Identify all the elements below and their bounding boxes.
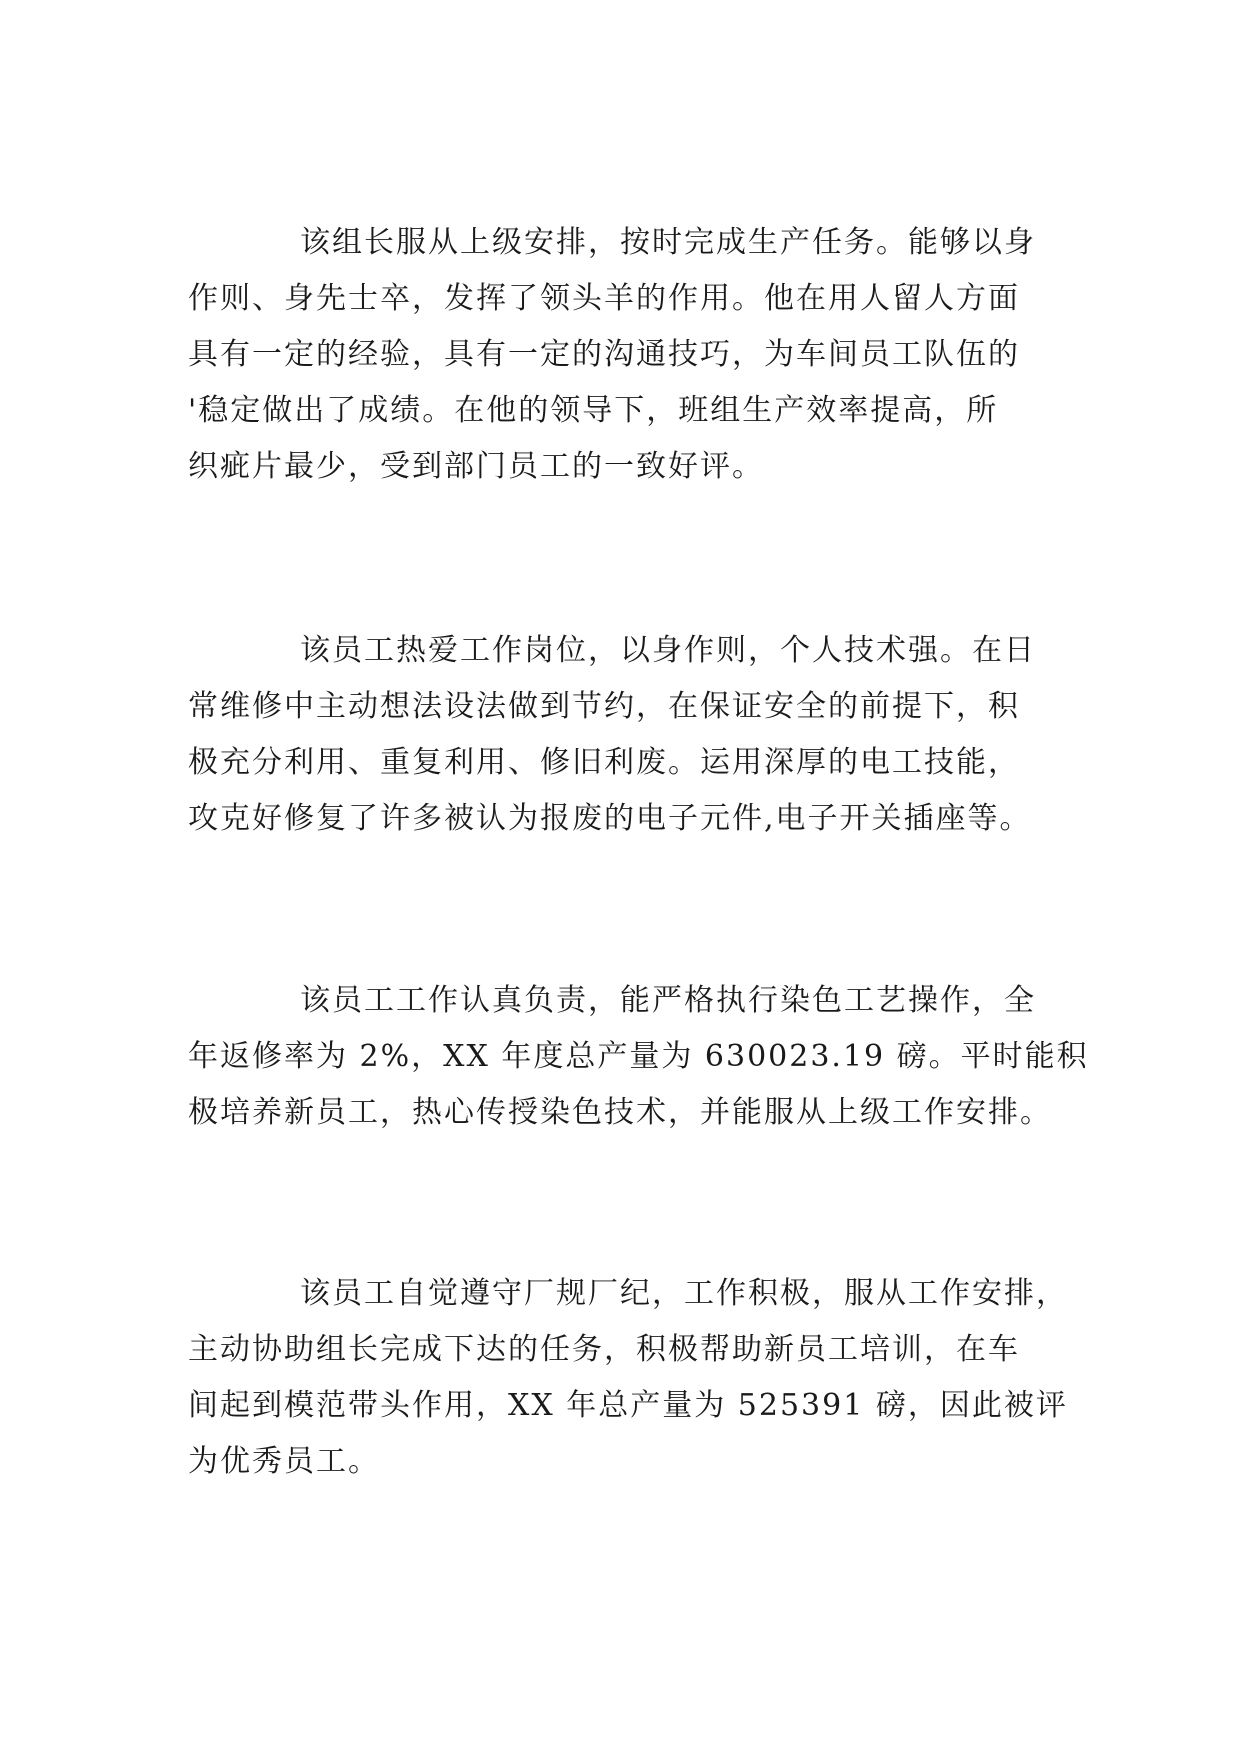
paragraph-line: 该员工热爱工作岗位，以身作则，个人技术强。在日 [300,633,1036,668]
paragraph-line: 该组长服从上级安排，按时完成生产任务。能够以身 [300,225,1036,260]
paragraph-excellent-employee [188,1266,1068,1490]
paragraph-line: 该员工工作认真负责，能严格执行染色工艺操作，全 [300,983,1036,1018]
paragraph-electrician [188,623,1060,847]
paragraph-line: 作则、身先士卒，发挥了领头羊的作用。他在用人留人方面 [188,281,1020,316]
paragraph-line: 年返修率为 2%，XX 年度总产量为 630023.19 磅。平时能积 [188,1039,1089,1074]
paragraph-line: 极充分利用、重复利用、修旧利废。运用深厚的电工技能， [188,745,1020,780]
paragraph-line: 织疵片最少，受到部门员工的一致好评。 [188,449,764,484]
paragraph-line: 主动协助组长完成下达的任务，积极帮助新员工培训，在车 [188,1332,1020,1367]
paragraph-line: 常维修中主动想法设法做到节约，在保证安全的前提下，积 [188,689,1020,724]
paragraph-line: 该员工自觉遵守厂规厂纪，工作积极，服从工作安排， [300,1276,1068,1311]
paragraph-line: '稳定做出了成绩。在他的领导下，班组生产效率提高，所 [188,393,999,428]
paragraph-line: 为优秀员工。 [188,1444,380,1479]
paragraph-line: 攻克好修复了许多被认为报废的电子元件,电子开关插座等。 [188,801,1032,836]
paragraph-line: 间起到模范带头作用，XX 年总产量为 525391 磅，因此被评 [188,1388,1068,1423]
paragraph-dyeing-worker [188,973,1089,1141]
paragraph-line: 极培养新员工，热心传授染色技术，并能服从上级工作安排。 [188,1095,1052,1130]
paragraph-team-leader [188,215,1060,495]
paragraph-line: 具有一定的经验，具有一定的沟通技巧，为车间员工队伍的 [188,337,1020,372]
